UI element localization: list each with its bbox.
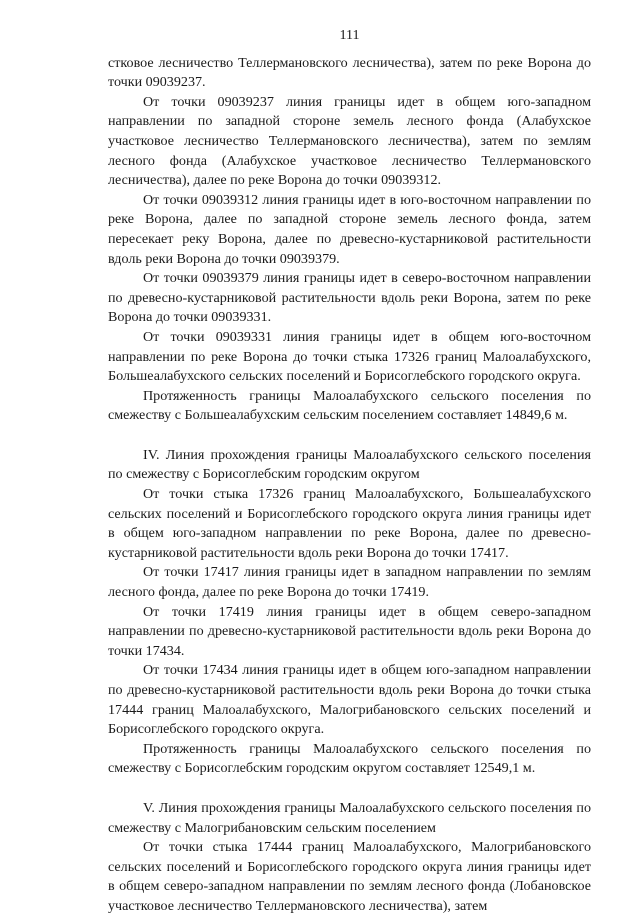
paragraph-point-17417: От точки 17417 линия границы идет в западном направлении по землям лесного фонда, далее по реке Ворона до точки 17419. — [108, 564, 591, 601]
paragraph-point-09039331: От точки 09039331 линия границы идет в общем юго-восточном направлении по реке Ворона до точки стыка 17326 границ Малоалабухского, Большеалабухского сельских поселений и Борисоглебского городского округа. — [108, 328, 591, 385]
document-page — [108, 26, 591, 917]
section-heading-v: V. Линия прохождения границы Малоалабухского сельского поселения по смежеству с Малогрибановским сельским поселением — [108, 799, 591, 836]
paragraph-point-17419: От точки 17419 линия границы идет в общем северо-западном направлении по древесно-кустарниковой растительности вдоль реки Ворона до точки 17434. — [108, 603, 591, 659]
paragraph-point-09039312: От точки 09039312 линия границы идет в юго-восточном направлении по реке Ворона, далее по западной стороне земель лесного фонда, затем пересекает реку Ворона, далее по древесно-кустарниковой растительности вдоль реки Ворона до точки 09039379. — [108, 191, 591, 267]
section-heading-iv: IV. Линия прохождения границы Малоалабухского сельского поселения по смежеству с Борисоглебским городским округом — [108, 446, 591, 483]
paragraph-continuation: стковое лесничество Теллермановского лесничества), затем по реке Воронa до точки 09039237. — [108, 54, 591, 91]
section-gap — [108, 426, 591, 446]
paragraph-point-17326: От точки стыка 17326 границ Малоалабухского, Большеалабухского сельских поселений и Борисоглебского городского округа линия границы идет в общем юго-западном направлении по реке Ворона, далее по древесно-кустарниковой растительности вдоль реки Ворона до точки 17417. — [108, 486, 591, 561]
paragraph-point-17434: От точки 17434 линия границы идет в общем юго-западном направлении по древесно-кустарниковой растительности вдоль реки Ворона до точки стыка 17444 границ Малоалабухского, Малогрибановского сельских поселений и Борисоглебского городского округа. — [108, 662, 591, 738]
paragraph-length-borisoglebsk: Протяженность границы Малоалабухского сельского поселения по смежеству с Борисоглебским городским округом составляет 12549,1 м. — [108, 740, 591, 777]
section-gap — [108, 779, 591, 799]
paragraph-point-09039379: От точки 09039379 линия границы идет в северо-восточном направлении по древесно-кустарниковой растительности вдоль реки Ворона, затем по реке Ворона до точки 09039331. — [108, 270, 591, 326]
paragraph-point-17444: От точки стыка 17444 границ Малоалабухского, Малогрибановского сельских поселений и Борисоглебского городского округа линия границы идет в общем северо-западном направлении по землям лесного фонда (Лобановское участковое лесничество Теллермановского лесничества), затем — [108, 839, 591, 914]
paragraph-point-09039237: От точки 09039237 линия границы идет в общем юго-западном направлении по западной стороне земель лесного фонда (Алабухское участковое лесничество Теллермановского лесничества), затем по землям лесного фонда (Алабухское участковое лесничество Теллермановского лесничества), далее по реке Ворона до точки 09039312. — [108, 93, 591, 189]
paragraph-length-bolsheala: Протяженность границы Малоалабухского сельского поселения по смежеству с Большеалабухским сельским поселением составляет 14849,6 м. — [108, 387, 591, 424]
page-number: 111 — [339, 27, 360, 43]
